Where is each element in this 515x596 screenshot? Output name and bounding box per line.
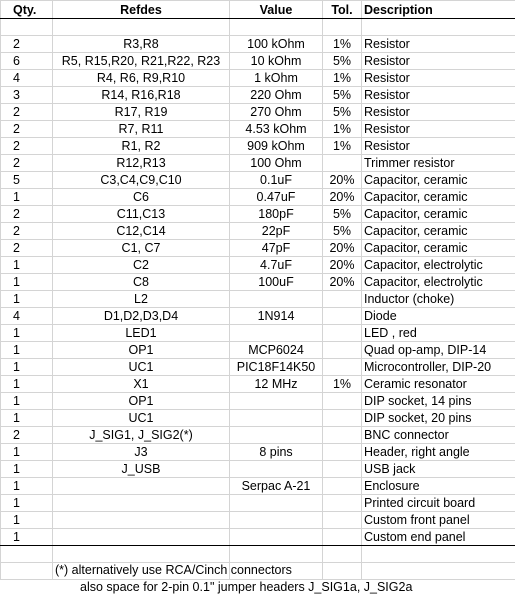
cell-description: Capacitor, ceramic	[362, 240, 515, 257]
cell-description: Resistor	[362, 138, 515, 155]
table-row	[1, 444, 515, 461]
cell-value: 100uF	[230, 274, 323, 291]
header-qty: Qty.	[1, 1, 53, 19]
cell-qty: 1	[1, 376, 53, 393]
cell-value	[230, 410, 323, 427]
cell-description: LED , red	[362, 325, 515, 342]
cell-refdes: J_SIG1, J_SIG2(*)	[53, 427, 230, 444]
cell-value: 180pF	[230, 206, 323, 223]
cell-value	[230, 461, 323, 478]
cell-description: Capacitor, electrolytic	[362, 257, 515, 274]
table-row	[1, 359, 515, 376]
table-row	[1, 104, 515, 121]
cell-value	[230, 325, 323, 342]
cell-description: Resistor	[362, 87, 515, 104]
empty-row	[1, 546, 515, 563]
table-row	[1, 376, 515, 393]
cell-qty: 1	[1, 325, 53, 342]
table-row	[1, 70, 515, 87]
cell-value: 100 kOhm	[230, 36, 323, 53]
cell-value: 12 MHz	[230, 376, 323, 393]
table-row	[1, 529, 515, 546]
cell-value	[230, 512, 323, 529]
cell-description: Capacitor, ceramic	[362, 189, 515, 206]
cell-refdes: C6	[53, 189, 230, 206]
cell-description: Printed circuit board	[362, 495, 515, 512]
cell-tol	[323, 291, 362, 308]
cell-description: USB jack	[362, 461, 515, 478]
cell-description: Resistor	[362, 70, 515, 87]
table-row	[1, 155, 515, 172]
cell-refdes: R17, R19	[53, 104, 230, 121]
cell-value: 100 Ohm	[230, 155, 323, 172]
cell-qty: 2	[1, 427, 53, 444]
cell-description: Resistor	[362, 53, 515, 70]
cell-description: Inductor (choke)	[362, 291, 515, 308]
cell-value: 47pF	[230, 240, 323, 257]
cell-tol	[323, 444, 362, 461]
cell-tol: 5%	[323, 53, 362, 70]
cell-value	[230, 291, 323, 308]
cell-refdes: X1	[53, 376, 230, 393]
cell-value: 0.1uF	[230, 172, 323, 189]
cell-tol: 1%	[323, 70, 362, 87]
cell-value: 22pF	[230, 223, 323, 240]
cell-refdes: R12,R13	[53, 155, 230, 172]
cell-qty: 1	[1, 495, 53, 512]
cell-description: Microcontroller, DIP-20	[362, 359, 515, 376]
cell-refdes: L2	[53, 291, 230, 308]
cell-qty: 2	[1, 138, 53, 155]
table-row	[1, 478, 515, 495]
table-row	[1, 461, 515, 478]
cell-description: Diode	[362, 308, 515, 325]
cell-description: Trimmer resistor	[362, 155, 515, 172]
cell-tol: 20%	[323, 240, 362, 257]
table-row	[1, 308, 515, 325]
cell-value	[230, 495, 323, 512]
cell-description: DIP socket, 20 pins	[362, 410, 515, 427]
cell-tol: 20%	[323, 274, 362, 291]
cell-value: 0.47uF	[230, 189, 323, 206]
cell-qty: 2	[1, 36, 53, 53]
cell-value: PIC18F14K50	[230, 359, 323, 376]
cell-value: 4.7uF	[230, 257, 323, 274]
cell-value: 1N914	[230, 308, 323, 325]
cell-value: 10 kOhm	[230, 53, 323, 70]
cell-value: 220 Ohm	[230, 87, 323, 104]
cell-refdes: C3,C4,C9,C10	[53, 172, 230, 189]
cell-qty: 1	[1, 529, 53, 546]
cell-value: 8 pins	[230, 444, 323, 461]
cell-refdes: C8	[53, 274, 230, 291]
header-row	[1, 1, 515, 19]
cell-qty: 1	[1, 189, 53, 206]
cell-refdes: R1, R2	[53, 138, 230, 155]
cell-tol	[323, 512, 362, 529]
cell-tol	[323, 308, 362, 325]
cell-refdes: R4, R6, R9,R10	[53, 70, 230, 87]
cell-refdes: OP1	[53, 393, 230, 410]
cell-tol	[323, 155, 362, 172]
cell-tol: 1%	[323, 121, 362, 138]
table-row	[1, 36, 515, 53]
cell-qty: 1	[1, 359, 53, 376]
cell-qty: 2	[1, 206, 53, 223]
cell-description: DIP socket, 14 pins	[362, 393, 515, 410]
cell-refdes: UC1	[53, 359, 230, 376]
cell-qty: 1	[1, 342, 53, 359]
table-row	[1, 495, 515, 512]
table-row	[1, 87, 515, 104]
cell-refdes	[53, 478, 230, 495]
cell-tol: 20%	[323, 257, 362, 274]
cell-description: Custom front panel	[362, 512, 515, 529]
cell-qty: 1	[1, 393, 53, 410]
cell-description: Custom end panel	[362, 529, 515, 546]
header-value: Value	[230, 1, 323, 19]
table-row	[1, 393, 515, 410]
cell-refdes: C12,C14	[53, 223, 230, 240]
cell-qty: 2	[1, 223, 53, 240]
cell-tol: 5%	[323, 223, 362, 240]
cell-tol	[323, 529, 362, 546]
header-refdes: Refdes	[53, 1, 230, 19]
cell-description: Header, right angle	[362, 444, 515, 461]
cell-value: 909 kOhm	[230, 138, 323, 155]
cell-qty: 1	[1, 410, 53, 427]
cell-qty: 1	[1, 478, 53, 495]
cell-refdes: J3	[53, 444, 230, 461]
cell-tol	[323, 495, 362, 512]
cell-tol	[323, 427, 362, 444]
table-row	[1, 240, 515, 257]
cell-tol: 5%	[323, 87, 362, 104]
cell-tol: 5%	[323, 206, 362, 223]
cell-tol	[323, 393, 362, 410]
cell-refdes: LED1	[53, 325, 230, 342]
cell-refdes: J_USB	[53, 461, 230, 478]
cell-qty: 1	[1, 461, 53, 478]
cell-qty: 2	[1, 240, 53, 257]
footnote-jumper: also space for 2-pin 0.1" jumper headers J_SIG1a, J_SIG2a	[80, 580, 413, 594]
table-row	[1, 512, 515, 529]
cell-qty: 2	[1, 121, 53, 138]
cell-refdes: C1, C7	[53, 240, 230, 257]
cell-tol: 20%	[323, 172, 362, 189]
cell-qty: 1	[1, 274, 53, 291]
cell-value: 4.53 kOhm	[230, 121, 323, 138]
cell-value	[230, 427, 323, 444]
table-row	[1, 342, 515, 359]
cell-refdes: UC1	[53, 410, 230, 427]
cell-value: 1 kOhm	[230, 70, 323, 87]
table-row	[1, 291, 515, 308]
cell-description: BNC connector	[362, 427, 515, 444]
header-description: Description	[362, 1, 515, 19]
cell-refdes: R5, R15,R20, R21,R22, R23	[53, 53, 230, 70]
cell-description: Resistor	[362, 121, 515, 138]
cell-tol: 20%	[323, 189, 362, 206]
cell-refdes: R14, R16,R18	[53, 87, 230, 104]
cell-qty: 1	[1, 512, 53, 529]
cell-qty: 2	[1, 155, 53, 172]
cell-refdes: C2	[53, 257, 230, 274]
cell-qty: 1	[1, 291, 53, 308]
cell-description: Quad op-amp, DIP-14	[362, 342, 515, 359]
cell-qty: 1	[1, 444, 53, 461]
cell-description: Enclosure	[362, 478, 515, 495]
cell-refdes	[53, 529, 230, 546]
cell-refdes: R7, R11	[53, 121, 230, 138]
cell-qty: 2	[1, 104, 53, 121]
cell-tol	[323, 478, 362, 495]
cell-refdes: R3,R8	[53, 36, 230, 53]
cell-value: MCP6024	[230, 342, 323, 359]
table-row	[1, 121, 515, 138]
cell-description: Capacitor, ceramic	[362, 223, 515, 240]
cell-qty: 6	[1, 53, 53, 70]
cell-value	[230, 393, 323, 410]
cell-tol: 1%	[323, 138, 362, 155]
cell-qty: 4	[1, 70, 53, 87]
table-row	[1, 325, 515, 342]
table-row	[1, 53, 515, 70]
cell-tol: 1%	[323, 36, 362, 53]
header-tol: Tol.	[323, 1, 362, 19]
cell-description: Ceramic resonator	[362, 376, 515, 393]
table-row	[1, 206, 515, 223]
cell-qty: 4	[1, 308, 53, 325]
cell-description: Capacitor, ceramic	[362, 172, 515, 189]
cell-tol: 1%	[323, 376, 362, 393]
table-row	[1, 427, 515, 444]
footnote-rca: (*) alternatively use RCA/Cinch connectors	[55, 563, 292, 577]
cell-description: Resistor	[362, 36, 515, 53]
cell-qty: 1	[1, 257, 53, 274]
cell-refdes	[53, 512, 230, 529]
table-row	[1, 410, 515, 427]
table-row	[1, 223, 515, 240]
cell-tol: 5%	[323, 104, 362, 121]
table-row	[1, 189, 515, 206]
cell-tol	[323, 342, 362, 359]
table-row	[1, 172, 515, 189]
cell-refdes: C11,C13	[53, 206, 230, 223]
table-row	[1, 138, 515, 155]
cell-tol	[323, 410, 362, 427]
cell-tol	[323, 359, 362, 376]
cell-refdes	[53, 495, 230, 512]
table-row	[1, 257, 515, 274]
cell-value	[230, 529, 323, 546]
cell-refdes: D1,D2,D3,D4	[53, 308, 230, 325]
cell-refdes: OP1	[53, 342, 230, 359]
spacer-row	[1, 19, 515, 36]
cell-description: Capacitor, electrolytic	[362, 274, 515, 291]
cell-qty: 5	[1, 172, 53, 189]
cell-qty: 3	[1, 87, 53, 104]
cell-tol	[323, 325, 362, 342]
cell-description: Capacitor, ceramic	[362, 206, 515, 223]
cell-value: 270 Ohm	[230, 104, 323, 121]
cell-tol	[323, 461, 362, 478]
cell-description: Resistor	[362, 104, 515, 121]
table-row	[1, 274, 515, 291]
cell-value: Serpac A-21	[230, 478, 323, 495]
